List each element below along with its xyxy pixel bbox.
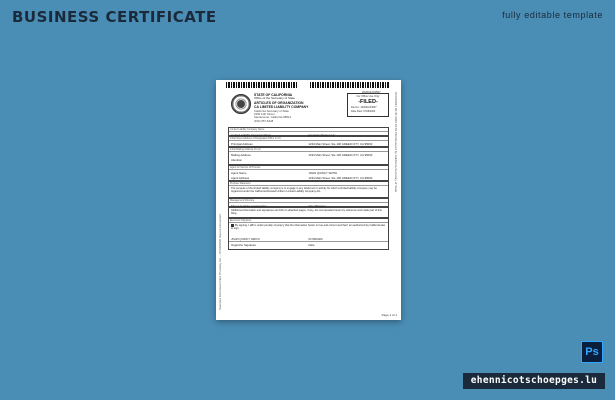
signature-name: JOHN QUINCY SMITH bbox=[231, 236, 260, 241]
date-filed: Date Filed: 07/28/2020 bbox=[351, 110, 376, 113]
page-title: BUSINESS CERTIFICATE bbox=[12, 8, 217, 26]
row-label: Agent Address bbox=[231, 175, 250, 180]
site-badge: ehennicotschoepges.lu bbox=[463, 373, 605, 389]
issuer-block bbox=[254, 93, 328, 123]
row-label: Agent Name bbox=[231, 170, 247, 175]
row-label: Limited Liability Company Name bbox=[231, 132, 272, 137]
tagline: fully editable template bbox=[502, 10, 603, 20]
row-value: One Manager bbox=[308, 203, 326, 208]
row-value bbox=[309, 158, 387, 162]
issuer-line: 1500 11th Street bbox=[254, 111, 275, 116]
section-row bbox=[229, 152, 388, 157]
issuer-line: ARTICLES OF ORGANIZATION bbox=[254, 101, 304, 105]
issuer-line: California Secretary of State bbox=[254, 108, 289, 113]
section-purpose bbox=[228, 181, 389, 198]
section-heading: Initial Mailing Address of LLC bbox=[229, 148, 388, 152]
affirmation-row bbox=[229, 223, 388, 231]
section-heading: Purpose Statement bbox=[229, 182, 388, 186]
filed-stamp-box bbox=[347, 93, 389, 117]
state-seal-icon bbox=[231, 94, 251, 114]
barcode-right bbox=[310, 82, 390, 88]
section-agent bbox=[228, 165, 389, 181]
section-additional bbox=[228, 207, 389, 218]
signature-date: 07/28/2020 bbox=[308, 236, 323, 241]
section-row bbox=[229, 170, 388, 175]
page-number: Page 1 of 1 bbox=[381, 313, 397, 317]
purpose-text: The purpose of the limited liability company is to engage in any lawful act or activity for which a limited liability company may be organized under the California Revised Uniform Limited Liability Company Act. bbox=[231, 186, 377, 193]
section-electronic-signature bbox=[228, 218, 389, 250]
office-use-label: For Office Use Only bbox=[356, 95, 380, 98]
section-row bbox=[229, 157, 388, 162]
section-heading: Agent for Service of Process bbox=[229, 166, 388, 170]
row-label: Attention bbox=[231, 157, 243, 162]
certificate-document bbox=[216, 80, 401, 320]
signature-date-label: Date bbox=[308, 242, 315, 247]
file-number: File No.: 202001234567 bbox=[351, 106, 377, 109]
document-number: 202001234567 bbox=[362, 90, 381, 94]
signature-role-label: Organizer Signature bbox=[231, 242, 257, 247]
section-llc-name bbox=[228, 127, 389, 136]
row-label: Principal Address bbox=[231, 141, 253, 146]
row-value: Company Name LLC bbox=[308, 132, 335, 137]
section-row bbox=[229, 175, 388, 180]
row-value: 1234 Main Street, Ste 100 GREEN CITY, CA 95000 bbox=[308, 175, 373, 180]
issuer-line: STATE OF CALIFORNIA bbox=[254, 93, 293, 97]
side-text-left: Stamped Document Filed Thursday Inc. – 07/28/2020 Secure Document bbox=[218, 214, 222, 310]
section-management bbox=[228, 198, 389, 207]
affirmation-text: By signing, I affirm under penalty of perjury that the information herein is true and correct and that I am authorized by California law to sign. bbox=[231, 223, 386, 231]
issuer-line: CA LIMITED LIABILITY COMPANY bbox=[254, 105, 309, 110]
barcode-left bbox=[226, 82, 298, 88]
section-row bbox=[229, 141, 388, 146]
side-text-right: 07/24/2021 20:45 2020 03:04 PM Received by California Secretary of State bbox=[394, 92, 398, 193]
row-value: JOHN QUINCY SMITH bbox=[308, 170, 338, 175]
filed-stamp: -FILED- bbox=[358, 99, 378, 105]
issuer-line: Sacramento, California 95814 bbox=[254, 115, 292, 120]
photoshop-icon: Ps bbox=[581, 341, 603, 363]
section-heading: Initial Street Address of Designated Office in CA bbox=[229, 137, 388, 141]
issuer-line: (916) 657-5448 bbox=[254, 118, 274, 123]
row-value: 1234 Main Street, Ste 100 GREEN CITY, CA 95000 bbox=[308, 141, 373, 146]
section-heading: Electronic Signature bbox=[229, 219, 388, 223]
section-heading: Limited Liability Company Name bbox=[229, 128, 388, 132]
section-heading: Management Structure bbox=[229, 199, 388, 203]
section-mailing-address bbox=[228, 147, 389, 165]
row-value: 1234 Main Street, Ste 100 GREEN CITY, CA 95000 bbox=[308, 152, 373, 157]
signature-labels-row bbox=[229, 241, 388, 247]
issuer-line: Office of the Secretary of State bbox=[254, 96, 295, 101]
section-street-address bbox=[228, 136, 389, 147]
additional-text: Additional information and signatures set forth on attached pages, if any, are incorporated herein by reference and made part of this filing. bbox=[231, 208, 382, 215]
signature-row bbox=[229, 236, 388, 241]
row-label: Mailing Address bbox=[231, 152, 251, 157]
row-label: The LLC will be managed by: bbox=[231, 203, 268, 208]
